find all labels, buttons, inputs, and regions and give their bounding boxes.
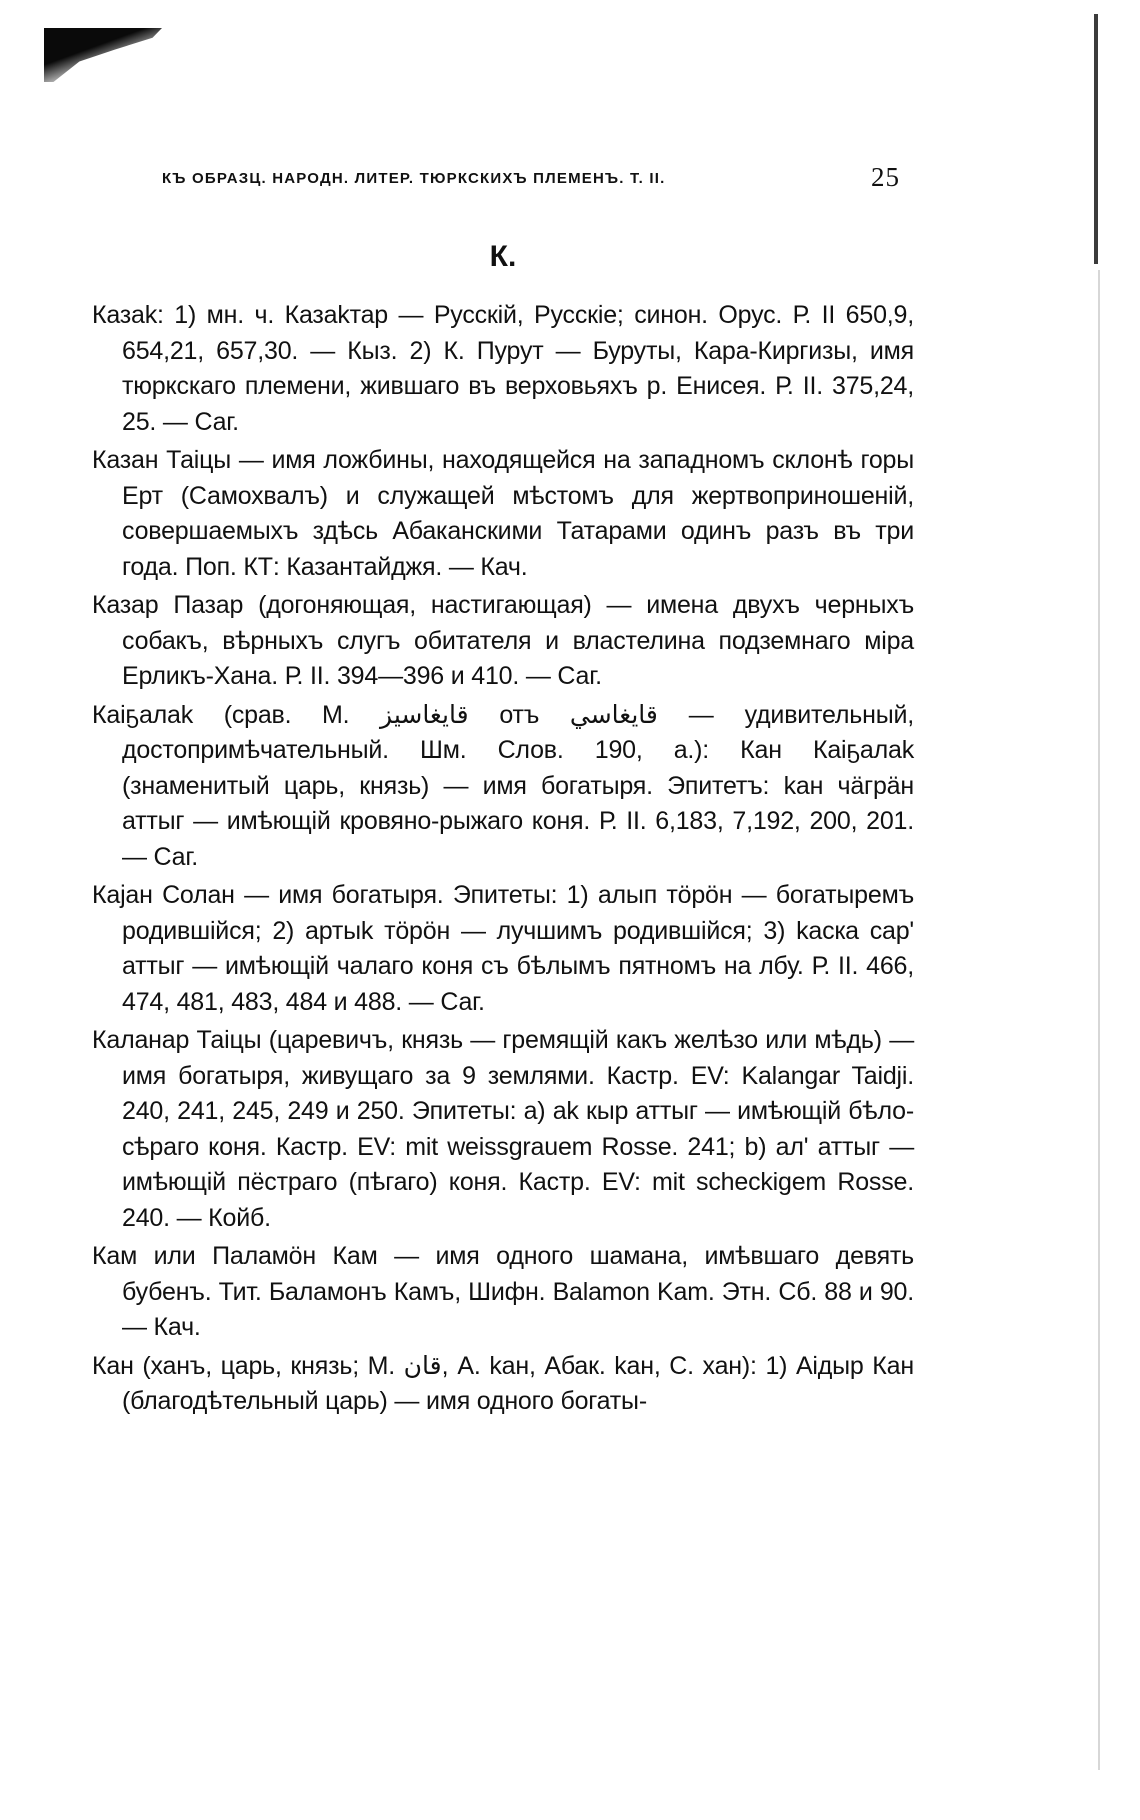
running-header	[92, 150, 914, 200]
entry-kajan-solan: Кајан Солан — имя богатыря. Эпитеты: 1) алып тöрӧн — богатыремъ родившійся; 2) артыk тöрӧн — лучшимъ родившійся; 3) kаскa сар' аттыг — имѣющій чалаго коня съ бѣлымъ пятномъ на лбу. Р. II. 466, 474, 481, 483, 484 и 488. — Саг.	[92, 881, 914, 1016]
entry-kam: Кам или Паламӧн Кам — имя одного шамана, имѣвшаго девять бубенъ. Тит. Баламонъ Камъ, Шифн. Balamon Kam. Этн. Сб. 88 и 90. — Кач.	[92, 1242, 914, 1341]
entry-kazan-taitsy: Казан Таіцы — имя ложбины, находящейся на западномъ склонѣ горы Ерт (Самохвалъ) и служащей мѣстомъ для жертвоприношеній, совершаемыхъ здѣсь Абаканскими Татарами одинъ разъ въ три года. Поп. КТ: Казантайджя. — Кач.	[92, 446, 914, 581]
scan-edge-line	[1098, 270, 1100, 1770]
entry-kazak: Казаk: 1) мн. ч. Казаkтар — Русскій, Русскіе; синон. Орус. Р. II 650,9, 654,21, 657,30. — Кыз. 2) К. Пурут — Буруты, Кара-Киргизы, имя тюркскаго племени, жившаго въ верховьяхъ р. Енисея. Р. II. 375,24, 25. — Саг.	[92, 301, 914, 436]
entry-kaigalak: Каіҕалаk (срав. М. قايغاسيز отъ قايغاسي — удивительный, достопримѣчательный. Шм. Слов. 190, а.): Кан Каіҕалаk (знаменитый царь, князь) — имя богатыря. Эпитетъ: kан чäгрäн аттыг — имѣющій кровяно-рыжаго коня. Р. II. 6,183, 7,192, 200, 201. — Саг.	[92, 700, 914, 871]
dictionary-entries	[92, 298, 914, 1420]
section-letter: К.	[489, 240, 517, 273]
page-number: 25	[871, 162, 900, 192]
page	[92, 150, 914, 1420]
running-title: КЪ ОБРАЗЦ. НАРОДН. ЛИТЕР. ТЮРКСКИХЪ ПЛЕМЕНЪ. Т. II.	[162, 170, 666, 187]
entry-kalangar-taitsy: Каланар Таіцы (царевичъ, князь — гремящій какъ желѣзо или мѣдь) — имя богатыря, живущаго за 9 землями. Кастр. EV: Kalangar Taidji. 240, 241, 245, 249 и 250. Эпитеты: а) аk кыр аттыг — имѣющій бѣло-сѣраго коня. Кастр. EV: mit weissgrauem Rosse. 241; b) ал' аттыг — имѣющій пёстраго (пѣгаго) коня. Кастр. EV: mit scheckigem Rosse. 240. — Койб.	[92, 1026, 914, 1232]
scan-edge-shadow	[1094, 14, 1098, 264]
entry-kan: Кан (ханъ, царь, князь; М. قان, А. kан, Абак. kан, С. хан): 1) Аідыр Кан (благодѣтельный царь) — имя одного богаты-	[92, 1351, 914, 1415]
scan-corner-mark	[44, 28, 162, 82]
entry-kazar-pazar: Казар Пазар (догоняющая, настигающая) — имена двухъ черныхъ собакъ, вѣрныхъ слугъ обитателя и властелина подземнаго міра Ерликъ-Хана. Р. II. 394—396 и 410. — Саг.	[92, 591, 914, 690]
